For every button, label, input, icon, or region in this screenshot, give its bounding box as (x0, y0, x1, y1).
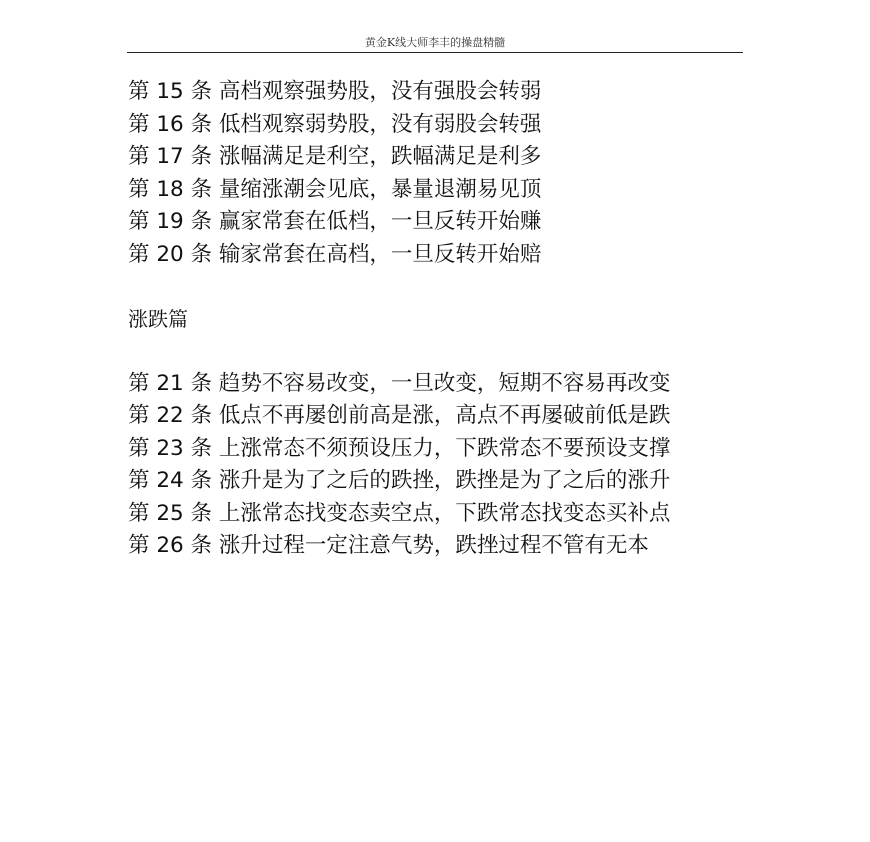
running-header: 黄金K线大师李丰的操盘精髓 (364, 36, 506, 49)
rule-17: 第 17 条 涨幅满足是利空，跌幅满足是利多 (128, 144, 542, 169)
rule-24: 第 24 条 涨升是为了之后的跌挫，跌挫是为了之后的涨升 (128, 468, 671, 493)
rule-25: 第 25 条 上涨常态找变态卖空点，下跌常态找变态买补点 (128, 500, 671, 526)
rule-19: 第 19 条 赢家常套在低档，一旦反转开始赚 (128, 209, 542, 234)
rule-22: 第 22 条 低点不再屡创前高是涨，高点不再屡破前低是跌 (128, 403, 671, 428)
rule-15: 第 15 条 高档观察强势股，没有强股会转弱 (128, 79, 542, 104)
rule-21: 第 21 条 趋势不容易改变，一旦改变，短期不容易再改变 (128, 370, 671, 396)
rule-20: 第 20 条 输家常套在高档，一旦反转开始赔 (128, 241, 542, 267)
rule-16: 第 16 条 低档观察弱势股，没有弱股会转强 (128, 111, 542, 137)
header-rule (127, 52, 743, 53)
rule-18: 第 18 条 量缩涨潮会见底，暴量退潮易见顶 (128, 176, 542, 202)
document-body (128, 76, 744, 563)
section-title: 涨跌篇 (128, 307, 188, 331)
rule-26: 第 26 条 涨升过程一定注意气势，跌挫过程不管有无本 (128, 533, 649, 558)
rule-23: 第 23 条 上涨常态不须预设压力，下跌常态不要预设支撑 (128, 435, 671, 461)
